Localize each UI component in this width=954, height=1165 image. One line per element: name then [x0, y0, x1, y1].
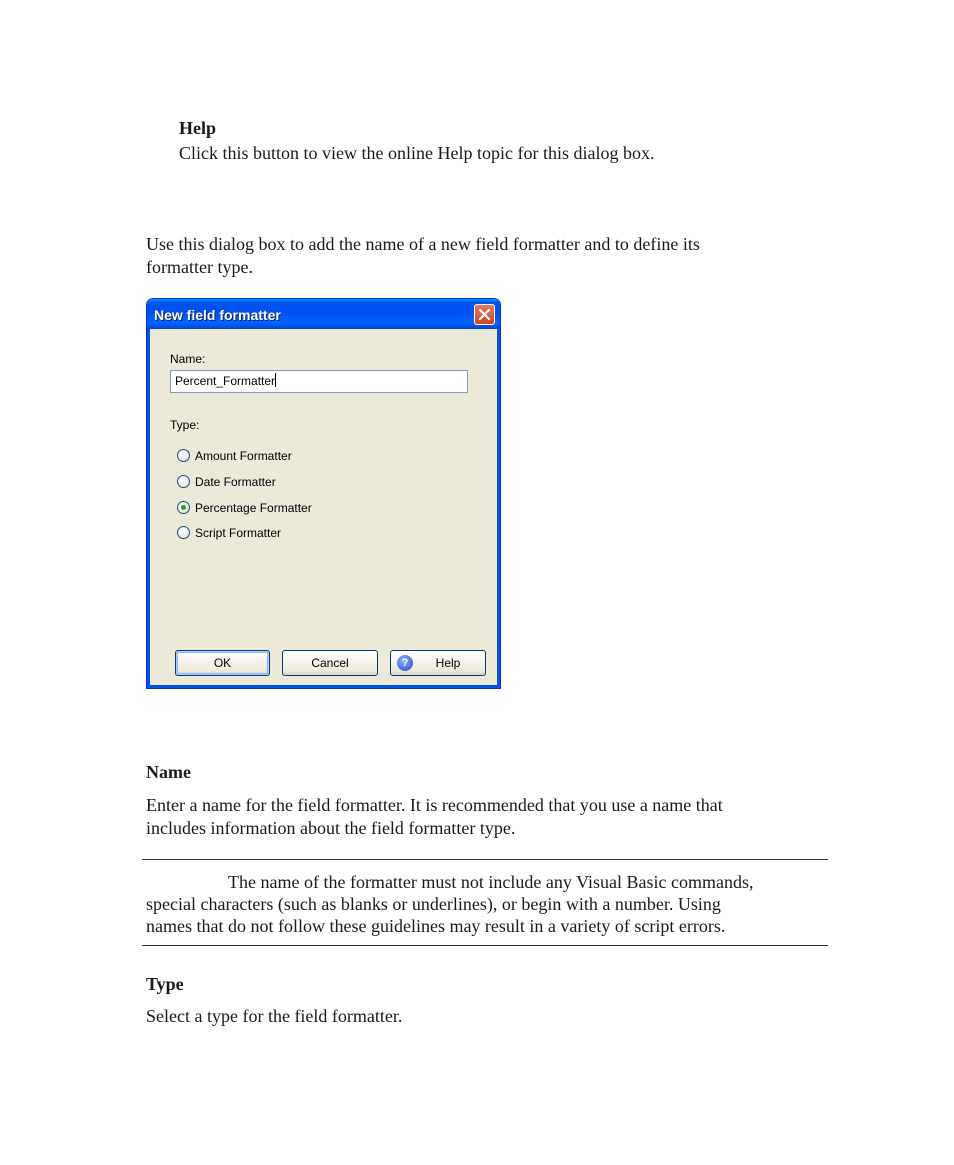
note-top-rule: [142, 859, 828, 860]
radio-label: Script Formatter: [195, 526, 282, 540]
radio-button-icon: [177, 449, 190, 462]
close-icon: [478, 308, 491, 321]
type-description: Select a type for the field formatter.: [146, 1006, 403, 1026]
name-description-line-2: includes information about the field formatter type.: [146, 818, 516, 838]
radio-button-icon: [177, 526, 190, 539]
name-description-line-1: Enter a name for the field formatter. It is recommended that you use a name that: [146, 795, 723, 815]
note-line-2: special characters (such as blanks or underlines), or begin with a number. Using: [146, 894, 721, 914]
help-icon: ?: [397, 655, 413, 671]
name-heading: Name: [146, 762, 191, 782]
cancel-button[interactable]: [282, 650, 378, 676]
note-line-3: names that do not follow these guidelines may result in a variety of script errors.: [146, 916, 726, 936]
help-description: Click this button to view the online Help topic for this dialog box.: [179, 143, 655, 163]
name-label: Name:: [170, 352, 206, 366]
ok-button-label: OK: [213, 656, 232, 670]
intro-line-1: Use this dialog box to add the name of a new field formatter and to define its: [146, 234, 700, 254]
radio-label: Percentage Formatter: [195, 501, 312, 515]
note-line-1: The name of the formatter must not include any Visual Basic commands,: [228, 872, 754, 892]
intro-line-2: formatter type.: [146, 257, 253, 277]
radio-dot: [181, 505, 186, 510]
radio-button-icon: [177, 475, 190, 488]
type-heading: Type: [146, 974, 184, 994]
text-caret: [275, 373, 276, 387]
name-input-value: Percent_Formatter: [175, 374, 276, 388]
radio-button-selected-icon: [177, 501, 190, 514]
radio-label: Date Formatter: [195, 475, 276, 489]
close-button[interactable]: [474, 304, 495, 325]
new-field-formatter-dialog: [146, 298, 501, 689]
type-label: Type:: [170, 418, 200, 432]
help-button[interactable]: [390, 650, 486, 676]
dialog-title-bar[interactable]: [147, 299, 500, 329]
name-input[interactable]: [170, 370, 468, 393]
note-bottom-rule: [142, 945, 828, 946]
radio-label: Amount Formatter: [195, 449, 292, 463]
help-button-label: Help: [435, 656, 461, 670]
ok-button[interactable]: [175, 650, 270, 676]
help-heading: Help: [179, 118, 217, 138]
dialog-title: New field formatter: [154, 307, 281, 323]
cancel-button-label: Cancel: [311, 656, 349, 670]
